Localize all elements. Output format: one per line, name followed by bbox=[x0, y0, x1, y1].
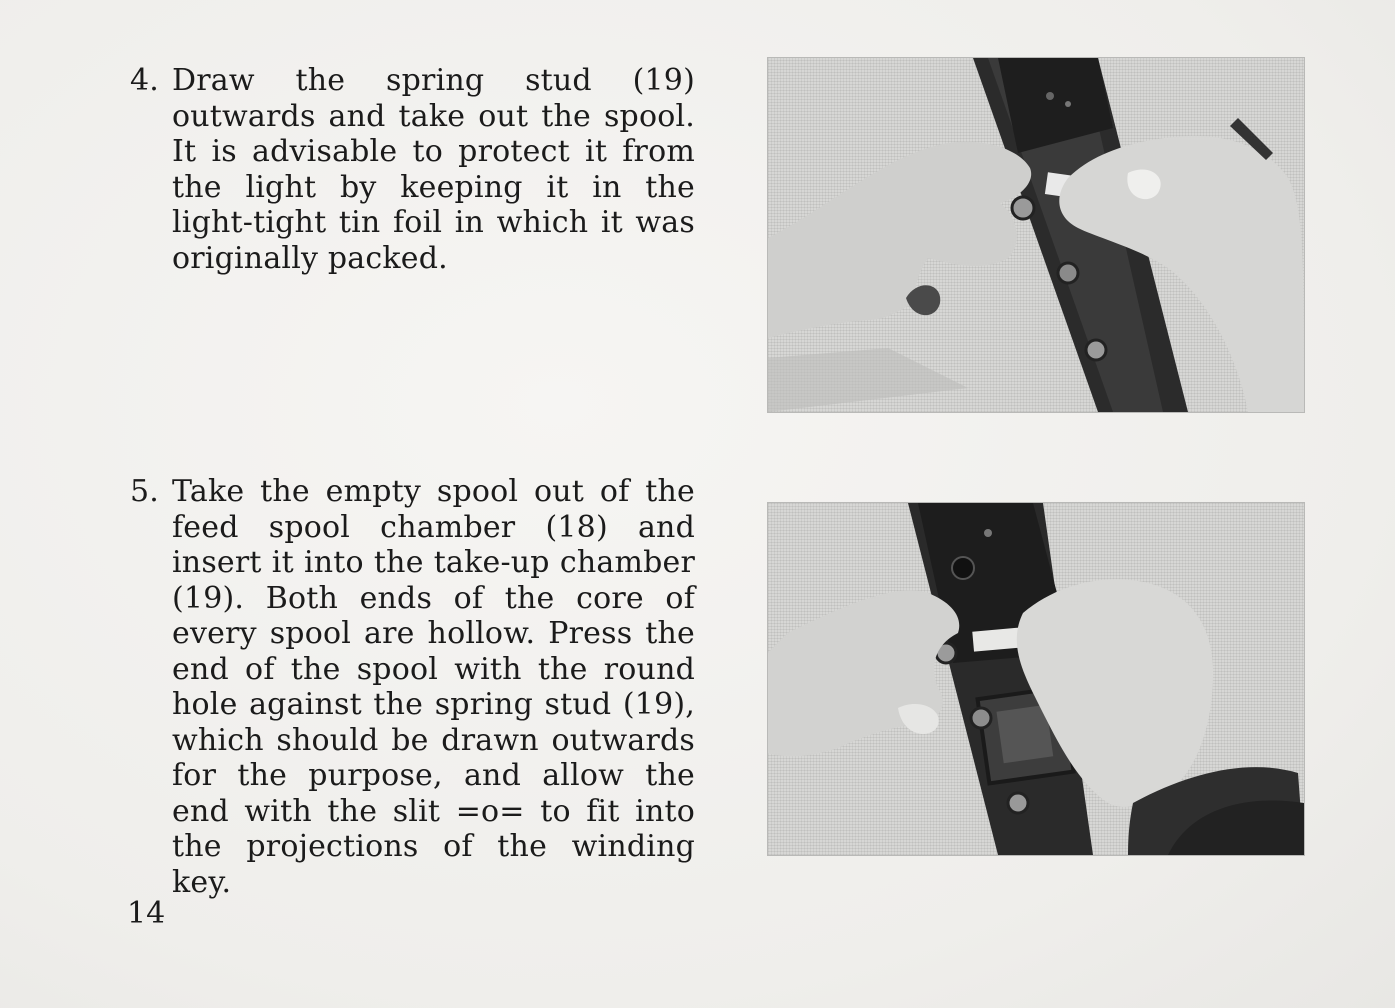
photo-illustration bbox=[768, 58, 1304, 412]
step-text: Draw the spring stud (19) outwards and take out the spool. It is advisable to protect it from the light by keeping it in the light-tight tin foil in which it was originally packed. bbox=[172, 63, 695, 276]
step-number: 5. bbox=[130, 474, 160, 509]
photo-inserting-spool bbox=[767, 502, 1305, 856]
instruction-step-5 bbox=[130, 474, 695, 900]
instruction-step-4 bbox=[130, 63, 695, 276]
step-number: 4. bbox=[130, 63, 160, 98]
page-number: 14 bbox=[127, 896, 166, 931]
photo-illustration bbox=[768, 503, 1304, 855]
photo-removing-spool bbox=[767, 57, 1305, 413]
step-text: Take the empty spool out of the feed spool chamber (18) and insert it into the take-up chamber (19). Both ends of the core of every spool are hollow. Press the end of the spool with the round hole against the spring stud (19), which should be drawn outwards for the purpose, and allow the end with the slit =o= to fit into the projections of the winding key. bbox=[172, 474, 695, 900]
